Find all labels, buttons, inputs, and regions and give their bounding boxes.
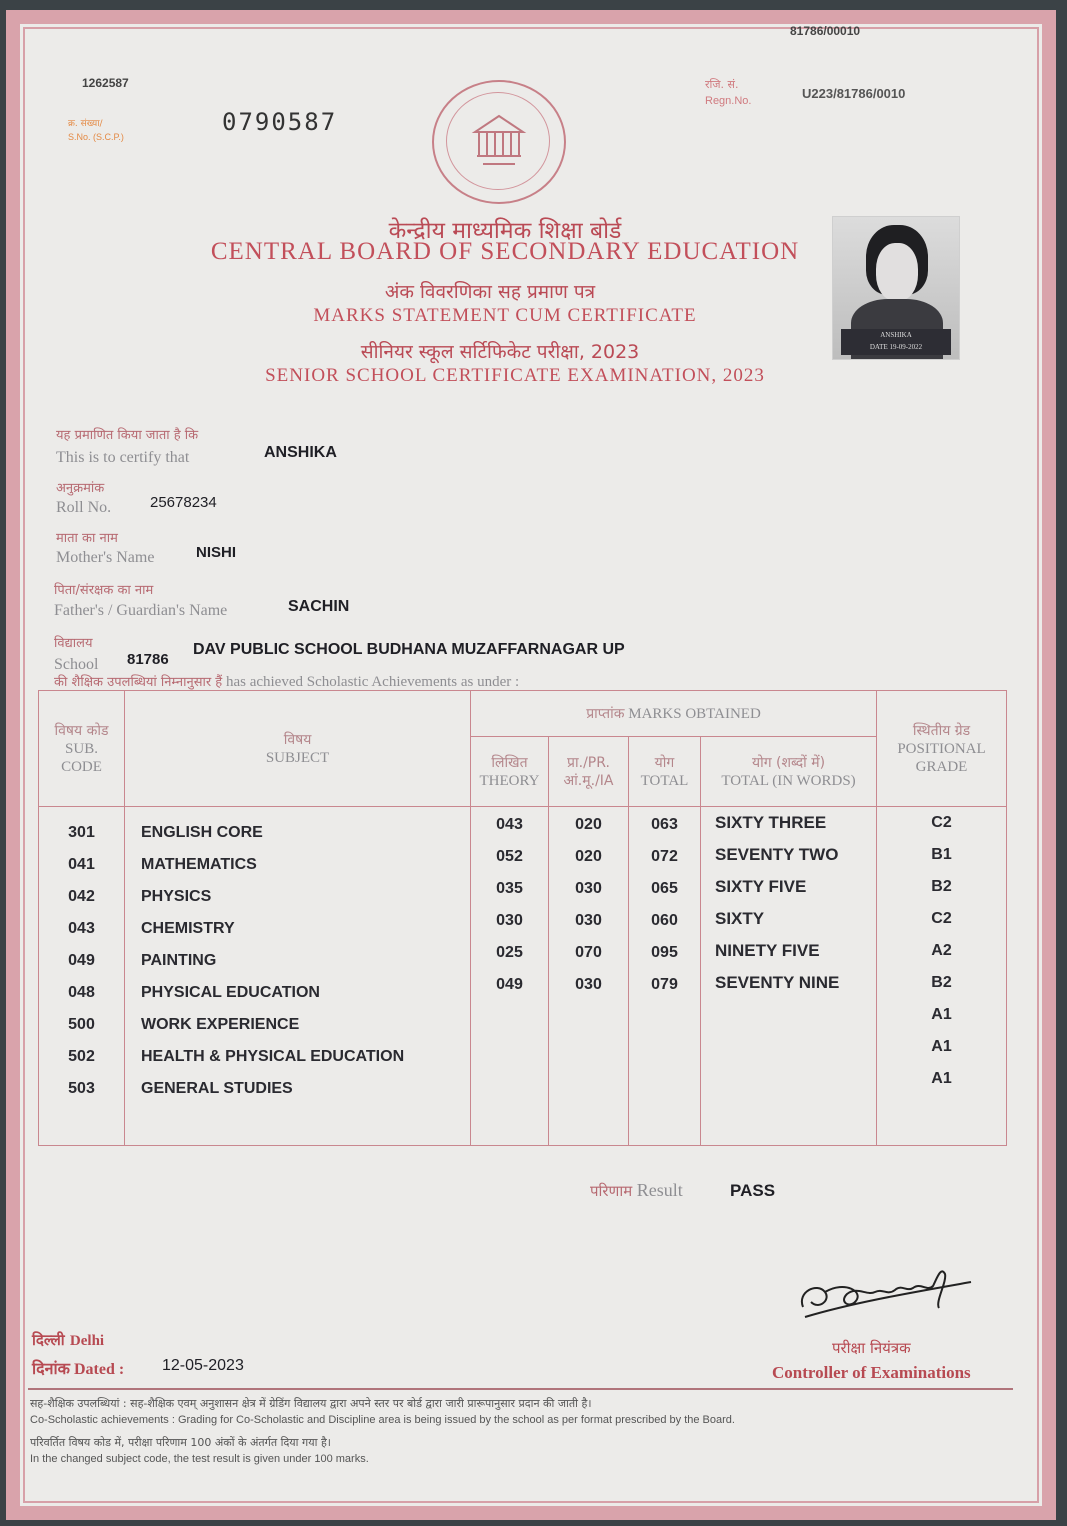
row-code: 041 (68, 856, 95, 873)
row-code: 502 (68, 1048, 95, 1065)
father-name: SACHIN (288, 598, 350, 615)
row-practical: 030 (575, 912, 602, 929)
header-marks-obtained: प्राप्तांक MARKS OBTAINED (471, 691, 877, 737)
mother-label: Mother's Name (56, 549, 155, 566)
note2: In the changed subject code, the test result is given under 100 marks. (30, 1453, 369, 1465)
top-right-number: 81786/00010 (790, 24, 861, 38)
mother-name: NISHI (196, 544, 237, 561)
row-code: 049 (68, 952, 95, 969)
school-name: DAV PUBLIC SCHOOL BUDHANA MUZAFFARNAGAR UP (193, 641, 625, 658)
row-theory: 049 (496, 976, 523, 993)
serial-label-en: S.No. (S.C.P.) (68, 132, 124, 142)
issue-date: 12-05-2023 (162, 1357, 244, 1374)
row-words: SEVENTY TWO (715, 845, 839, 864)
row-theory: 025 (496, 944, 523, 961)
col-codes (39, 807, 125, 1146)
col-practical (549, 807, 629, 1146)
row-words: SEVENTY NINE (715, 973, 840, 992)
top-left-number: 1262587 (82, 76, 129, 90)
roll-label: Roll No. (56, 499, 112, 516)
col-total-words (701, 807, 877, 1146)
dated-label: दिनांक Dated : (32, 1359, 125, 1378)
certify-label: This is to certify that (56, 449, 190, 466)
school-label: School (54, 656, 99, 673)
header-theory: लिखित THEORY (471, 737, 549, 807)
row-practical: 030 (575, 976, 602, 993)
col-subjects (125, 807, 471, 1146)
row-total: 060 (651, 912, 678, 929)
header-total-words: योग (शब्दों में) TOTAL (IN WORDS) (701, 737, 877, 807)
mother-label-hi: माता का नाम (56, 531, 118, 546)
row-total: 063 (651, 816, 678, 833)
row-subject: PHYSICAL EDUCATION (141, 984, 320, 1001)
row-grade: B2 (931, 878, 952, 895)
row-code: 503 (68, 1080, 95, 1097)
regn-label-en: Regn.No. (705, 95, 752, 107)
board-title-hindi: केन्द्रीय माध्यमिक शिक्षा बोर्ड (388, 218, 622, 244)
row-theory: 030 (496, 912, 523, 929)
controller-label: Controller of Examinations (772, 1363, 971, 1382)
exam-title-hindi: सीनियर स्कूल सर्टिफिकेट परीक्षा, 2023 (360, 341, 640, 363)
cbse-emblem (432, 80, 566, 204)
row-words: SIXTY THREE (715, 813, 827, 832)
photo-caption-name: ANSHIKA (880, 331, 912, 339)
row-grade: C2 (931, 814, 952, 831)
row-code: 043 (68, 920, 95, 937)
row-total: 072 (651, 848, 678, 865)
row-practical: 020 (575, 848, 602, 865)
row-code: 500 (68, 1016, 95, 1033)
header-total: योग TOTAL (629, 737, 701, 807)
col-total (629, 807, 701, 1146)
row-total: 095 (651, 944, 678, 961)
row-words: SIXTY FIVE (715, 877, 807, 896)
row-total: 065 (651, 880, 678, 897)
school-label-hi: विद्यालय (54, 636, 93, 651)
note2-hindi: परिवर्तित विषय कोड में, परीक्षा परिणाम 100 अंकों के अंतर्गत दिया गया है। (30, 1436, 331, 1449)
row-practical: 030 (575, 880, 602, 897)
header-grade: स्थितीय ग्रेड POSITIONAL GRADE (877, 691, 1007, 807)
regn-number: U223/81786/0010 (802, 86, 906, 101)
serial-label-hi: क्र. संख्या/ (68, 119, 103, 129)
certify-label-hi: यह प्रमाणित किया जाता है कि (56, 428, 199, 443)
regn-label-hi: रजि. सं. (705, 78, 739, 91)
result-label: परिणाम Result (590, 1180, 683, 1200)
row-grade: A1 (931, 1038, 952, 1055)
doc-title: MARKS STATEMENT CUM CERTIFICATE (313, 305, 697, 326)
board-title: CENTRAL BOARD OF SECONDARY EDUCATION (210, 238, 800, 265)
doc-title-hindi: अंक विवरणिका सह प्रमाण पत्र (384, 281, 596, 303)
row-subject: WORK EXPERIENCE (141, 1016, 300, 1033)
school-code: 81786 (127, 651, 169, 668)
roll-number: 25678234 (150, 494, 217, 511)
row-practical: 020 (575, 816, 602, 833)
controller-label-hi: परीक्षा नियंत्रक (832, 1339, 911, 1357)
row-words: NINETY FIVE (715, 941, 820, 960)
note1-hindi: सह-शैक्षिक उपलब्धियां : सह-शैक्षिक एवम् अनुशासन क्षेत्र में ग्रेडिंग विद्यालय द्वारा अपने स्तर पर बोर्ड द्वारा जारी प्रारूपानुसार प्रदान की जाती है। (30, 1397, 592, 1410)
father-label-hi: पिता/संरक्षक का नाम (54, 583, 154, 598)
col-theory (471, 807, 549, 1146)
place-label-hi: दिल्ली Delhi (32, 1331, 105, 1349)
row-subject: HEALTH & PHYSICAL EDUCATION (141, 1048, 405, 1065)
note1: Co-Scholastic achievements : Grading for Co-Scholastic and Discipline area is being issued by the school as per format prescribed by the Board. (30, 1414, 735, 1426)
row-subject: PAINTING (141, 952, 217, 969)
row-theory: 052 (496, 848, 523, 865)
father-label: Father's / Guardian's Name (54, 602, 228, 619)
row-practical: 070 (575, 944, 602, 961)
row-total: 079 (651, 976, 678, 993)
row-theory: 043 (496, 816, 523, 833)
row-code: 042 (68, 888, 95, 905)
header-practical: प्रा./PR. आं.मू./IA (549, 737, 629, 807)
footer-divider (28, 1388, 1013, 1390)
roll-label-hi: अनुक्रमांक (56, 481, 105, 496)
row-words: SIXTY (715, 909, 765, 928)
row-code: 048 (68, 984, 95, 1001)
controller-signature (795, 1262, 975, 1332)
photo-caption-date: DATE 19-09-2022 (869, 343, 923, 351)
row-grade: B2 (931, 974, 952, 991)
achievement-line: की शैक्षिक उपलब्धियां निम्नानुसार हैं has achieved Scholastic Achievements as under : (54, 674, 520, 690)
header-sub-code: विषय कोड SUB. CODE (39, 691, 125, 807)
row-subject: GENERAL STUDIES (141, 1080, 293, 1097)
student-name: ANSHIKA (264, 444, 337, 461)
row-grade: B1 (931, 846, 952, 863)
row-theory: 035 (496, 880, 523, 897)
row-grade: A1 (931, 1006, 952, 1023)
row-subject: MATHEMATICS (141, 856, 257, 873)
row-subject: PHYSICS (141, 888, 212, 905)
result-value: PASS (730, 1181, 776, 1200)
col-grade (877, 807, 1007, 1146)
row-subject: CHEMISTRY (141, 920, 235, 937)
marks-table (38, 690, 1007, 1146)
row-subject: ENGLISH CORE (141, 824, 263, 841)
exam-title: SENIOR SCHOOL CERTIFICATE EXAMINATION, 2023 (265, 365, 765, 386)
student-photo (832, 216, 960, 360)
row-grade: A2 (931, 942, 952, 959)
header-subject: विषय SUBJECT (125, 691, 471, 807)
certificate-number: 0790587 (222, 108, 338, 136)
row-grade: A1 (931, 1070, 952, 1087)
row-code: 301 (68, 824, 95, 841)
row-grade: C2 (931, 910, 952, 927)
